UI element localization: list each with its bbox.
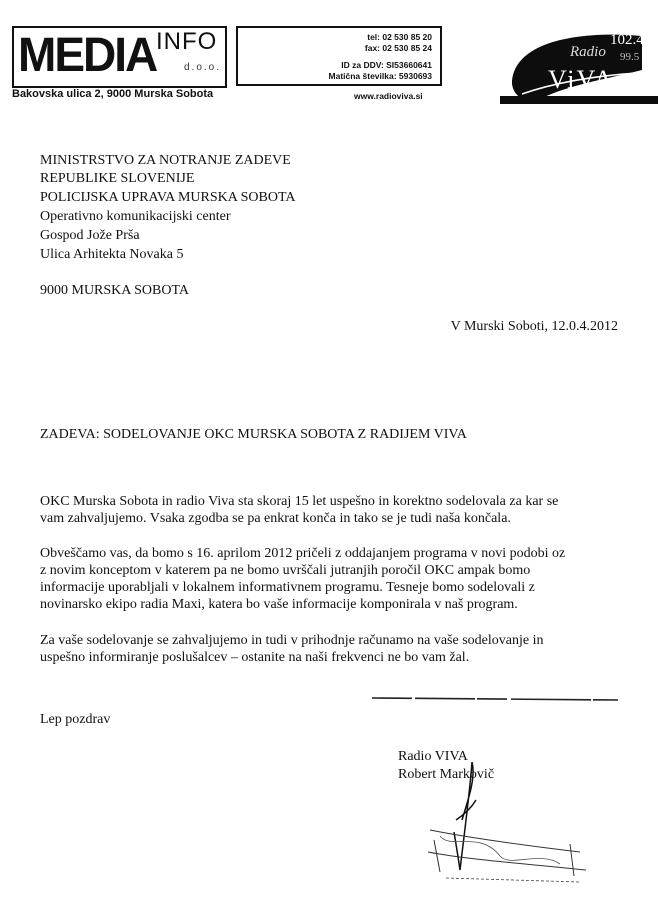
signature-dash-line: [370, 688, 620, 708]
body-paragraph-3: [40, 632, 622, 666]
body-p3-line: uspešno informiranje poslušalcev – ostanite na naši frekvenci ne bo vam žal.: [40, 650, 470, 665]
body-p1-line: OKC Murska Sobota in radio Viva sta skoraj 15 let uspešno in korektno sodelovala za kar se: [40, 494, 559, 509]
signature-name: Robert Markovič: [398, 767, 495, 782]
radio-frequency-2: 99.5: [620, 51, 640, 63]
body-p2-line: Obveščamo vas, da bomo s 16. aprilom 2012 pričeli z oddajanjem programa v novi podobi oz: [40, 546, 566, 561]
body-paragraph-1: [40, 493, 622, 527]
tel-line: tel: 02 530 85 20: [367, 32, 432, 42]
media-info-logo: [12, 26, 227, 88]
maticna-line: Matična številka: 5930693: [328, 71, 432, 81]
radio-name: ViVA: [548, 65, 615, 94]
ddv-line: ID za DDV: SI53660641: [341, 60, 432, 70]
fax-line: fax: 02 530 85 24: [364, 43, 432, 53]
closing-greeting: Lep pozdrav: [40, 712, 111, 727]
recipient-line-6: Ulica Arhitekta Novaka 5: [40, 247, 184, 262]
recipient-line-5: Gospod Jože Prša: [40, 228, 140, 243]
radio-frequency-1: 102.4: [610, 32, 644, 48]
recipient-city: 9000 MURSKA SOBOTA: [40, 283, 190, 298]
body-p2-line: informacije uporabljali v lokalnem informativnem programu. Tesneje bomo sodelovali z: [40, 580, 535, 595]
recipient-line-3: POLICIJSKA UPRAVA MURSKA SOBOTA: [40, 190, 296, 205]
recipient-line-1: MINISTRSTVO ZA NOTRANJE ZADEVE: [40, 153, 291, 168]
company-address: Bakovska ulica 2, 9000 Murska Sobota: [12, 88, 214, 100]
recipient-line-4: Operativno komunikacijski center: [40, 209, 231, 224]
logo-info-text: INFO: [156, 28, 218, 55]
logo-media-text: MEDIA: [18, 26, 157, 82]
body-p3-line: Za vaše sodelovanje se zahvaljujemo in tudi v prihodnje računamo na vaše sodelovanje in: [40, 633, 544, 648]
subject-line: ZADEVA: SODELOVANJE OKC MURSKA SOBOTA Z RADIJEM VIVA: [40, 427, 467, 442]
recipient-line-2: REPUBLIKE SLOVENIJE: [40, 171, 195, 186]
radio-viva-logo: [492, 26, 658, 106]
logo-doo-text: d.o.o.: [184, 62, 222, 73]
body-p2-line: novinarsko ekipo radia Maxi, katera bo vaše informacije komponirala v naš program.: [40, 597, 518, 612]
body-p2-line: z novim konceptom v katerem pa ne bomo uvrščali jutranjih poročil OKC ampak bomo: [40, 563, 531, 578]
website-link[interactable]: www.radioviva.si: [354, 91, 423, 101]
radio-label: Radio: [570, 44, 606, 60]
signature-organization: Radio VIVA: [398, 749, 468, 764]
contact-box: [236, 26, 442, 86]
body-paragraph-2: [40, 545, 622, 613]
date-line: V Murski Soboti, 12.0.4.2012: [450, 319, 618, 334]
handwritten-signature: [410, 760, 610, 890]
body-p1-line: vam zahvaljujemo. Vsaka zgodba se pa enkrat konča in tako se je tudi naša končala.: [40, 511, 511, 526]
